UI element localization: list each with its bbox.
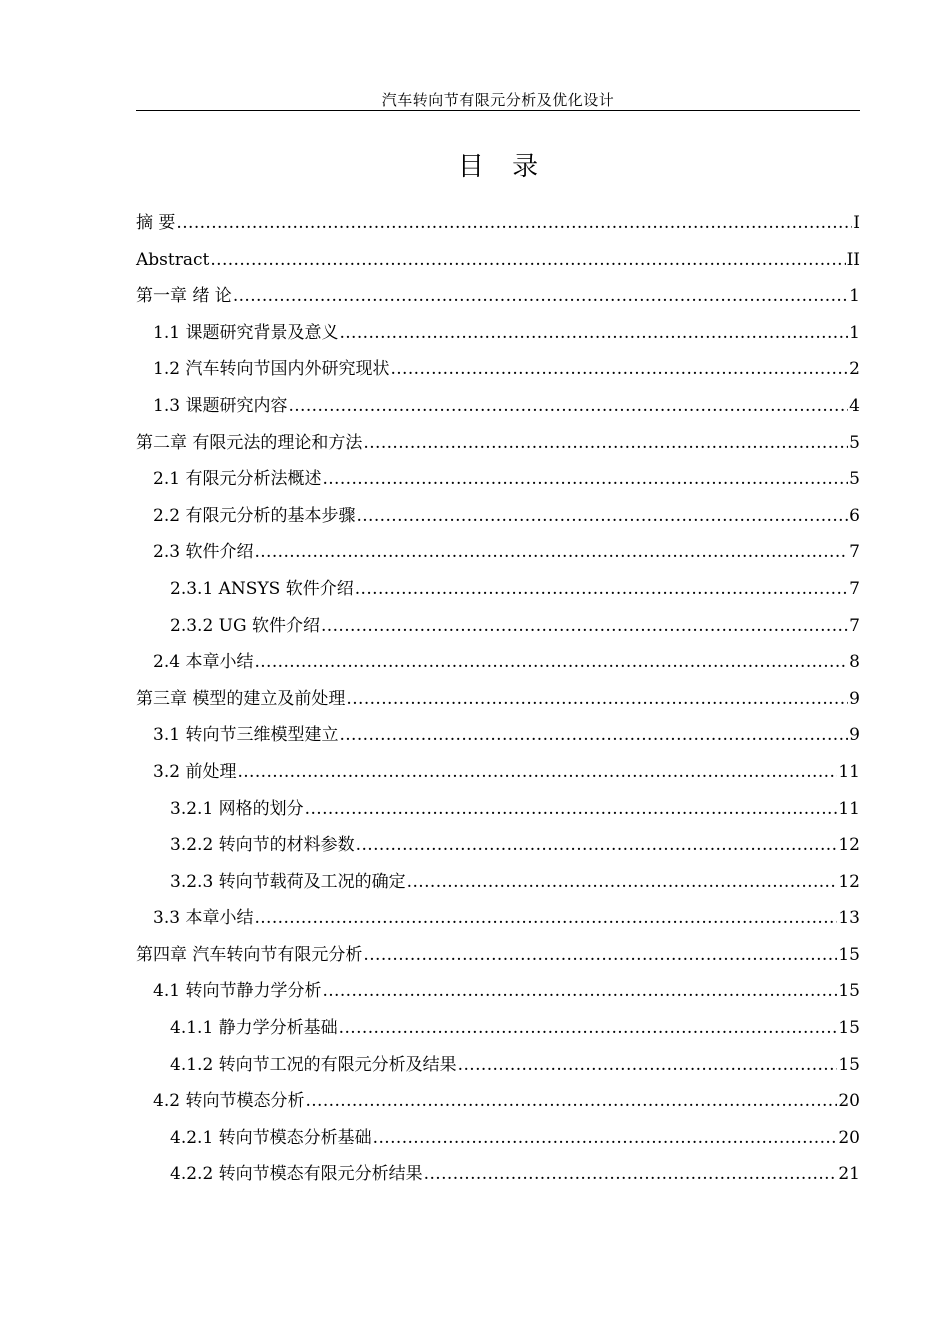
dot-leader bbox=[390, 355, 848, 383]
toc-entry[interactable] bbox=[136, 977, 860, 1014]
toc-entry-label: 3.3 本章小结 bbox=[153, 908, 254, 929]
toc-entry[interactable] bbox=[136, 721, 860, 758]
toc-entry-page-number: 8 bbox=[849, 652, 860, 673]
toc-entry-label: 4.1.2 转向节工况的有限元分析及结果 bbox=[170, 1054, 457, 1075]
toc-entry-page-number: 20 bbox=[838, 1127, 860, 1148]
toc-entry-label: 2.3.2 UG 软件介绍 bbox=[170, 615, 320, 636]
toc-entry[interactable] bbox=[136, 502, 860, 539]
toc-entry-page-number: 20 bbox=[838, 1091, 860, 1112]
toc-entry-label: 4.2.1 转向节模态分析基础 bbox=[170, 1127, 372, 1148]
toc-entry[interactable] bbox=[136, 1124, 860, 1161]
toc-entry-label: 4.2.2 转向节模态有限元分析结果 bbox=[170, 1164, 423, 1185]
toc-entry-page-number: 2 bbox=[849, 359, 860, 380]
dot-leader bbox=[305, 1087, 837, 1115]
toc-entry-label: 1.3 课题研究内容 bbox=[153, 395, 288, 416]
toc-entry-label: 2.2 有限元分析的基本步骤 bbox=[153, 505, 356, 526]
toc-entry-label: 2.3 软件介绍 bbox=[153, 542, 254, 563]
dot-leader bbox=[288, 392, 848, 420]
dot-leader bbox=[210, 246, 845, 274]
dot-leader bbox=[424, 1160, 838, 1188]
dot-leader bbox=[233, 282, 848, 310]
toc-entry-label: 4.2 转向节模态分析 bbox=[153, 1091, 305, 1112]
dot-leader bbox=[407, 868, 838, 896]
toc-entry-page-number: 7 bbox=[849, 578, 860, 599]
toc-entry-label: 2.3.1 ANSYS 软件介绍 bbox=[170, 578, 354, 599]
toc-entry-page-number: I bbox=[853, 213, 860, 233]
dot-leader bbox=[339, 319, 848, 347]
dot-leader bbox=[363, 941, 837, 969]
toc-entry-page-number: 15 bbox=[838, 1018, 860, 1039]
toc-entry-label: 3.2 前处理 bbox=[153, 761, 237, 782]
toc-entry-page-number: 11 bbox=[838, 798, 860, 819]
toc-entry-page-number: 11 bbox=[838, 761, 860, 782]
toc-entry-label: 3.1 转向节三维模型建立 bbox=[153, 725, 339, 746]
toc-entry[interactable] bbox=[136, 1160, 860, 1197]
toc-entry-page-number: 7 bbox=[849, 615, 860, 636]
toc-entry[interactable] bbox=[136, 1014, 860, 1051]
toc-entry-label: 4.1 转向节静力学分析 bbox=[153, 981, 322, 1002]
toc-entry-page-number: 4 bbox=[849, 395, 860, 416]
toc-entry[interactable] bbox=[136, 795, 860, 832]
toc-entry-page-number: 15 bbox=[838, 981, 860, 1002]
dot-leader bbox=[355, 575, 848, 603]
toc-entry-page-number: 9 bbox=[849, 725, 860, 746]
toc-entry-label: 第一章 绪 论 bbox=[136, 286, 232, 307]
toc-entry-page-number: 15 bbox=[838, 944, 860, 965]
toc-entry[interactable] bbox=[136, 612, 860, 649]
toc-entry[interactable] bbox=[136, 429, 860, 466]
dot-leader bbox=[322, 977, 837, 1005]
toc-entry-label: 第三章 模型的建立及前处理 bbox=[136, 688, 346, 709]
dot-leader bbox=[254, 904, 837, 932]
toc-entry-page-number: 13 bbox=[838, 908, 860, 929]
toc-entry[interactable] bbox=[136, 685, 860, 722]
toc-entry-label: Abstract bbox=[136, 249, 210, 270]
toc-entry-page-number: 5 bbox=[849, 469, 860, 490]
toc-entry-page-number: 6 bbox=[849, 505, 860, 526]
toc-entry-page-number: 7 bbox=[849, 542, 860, 563]
toc-entry[interactable] bbox=[136, 831, 860, 868]
dot-leader bbox=[346, 685, 848, 713]
dot-leader bbox=[254, 538, 848, 566]
dot-leader bbox=[321, 612, 848, 640]
toc-entry-label: 1.2 汽车转向节国内外研究现状 bbox=[153, 359, 390, 380]
toc-entry-page-number: 21 bbox=[838, 1164, 860, 1185]
dot-leader bbox=[322, 465, 848, 493]
header-rule bbox=[136, 110, 860, 111]
dot-leader bbox=[254, 648, 848, 676]
toc-entry-label: 第四章 汽车转向节有限元分析 bbox=[136, 944, 363, 965]
dot-leader bbox=[356, 831, 838, 859]
toc-entry-page-number: 1 bbox=[849, 286, 860, 307]
toc-entry[interactable] bbox=[136, 1087, 860, 1124]
dot-leader bbox=[339, 1014, 838, 1042]
toc-entry[interactable] bbox=[136, 209, 860, 246]
toc-entry-label: 1.1 课题研究背景及意义 bbox=[153, 322, 339, 343]
toc-entry[interactable] bbox=[136, 868, 860, 905]
toc-entry-label: 3.2.3 转向节载荷及工况的确定 bbox=[170, 871, 406, 892]
toc-entry[interactable] bbox=[136, 1051, 860, 1088]
toc-entry[interactable] bbox=[136, 758, 860, 795]
dot-leader bbox=[373, 1124, 838, 1152]
toc-entry-page-number: 5 bbox=[849, 432, 860, 453]
running-header: 汽车转向节有限元分析及优化设计 bbox=[381, 91, 615, 109]
toc-entry[interactable] bbox=[136, 246, 860, 283]
toc-list bbox=[136, 209, 860, 1197]
toc-entry[interactable] bbox=[136, 904, 860, 941]
toc-entry-label: 2.1 有限元分析法概述 bbox=[153, 469, 322, 490]
toc-entry-page-number: 9 bbox=[849, 688, 860, 709]
toc-entry-page-number: 1 bbox=[849, 322, 860, 343]
toc-entry[interactable] bbox=[136, 319, 860, 356]
toc-entry-label: 2.4 本章小结 bbox=[153, 652, 254, 673]
toc-entry-page-number: 12 bbox=[838, 835, 860, 856]
toc-entry-label: 3.2.2 转向节的材料参数 bbox=[170, 835, 355, 856]
dot-leader bbox=[356, 502, 848, 530]
dot-leader bbox=[339, 721, 848, 749]
toc-entry-label: 3.2.1 网格的划分 bbox=[170, 798, 304, 819]
toc-entry-label: 第二章 有限元法的理论和方法 bbox=[136, 432, 363, 453]
toc-title: 目 录 bbox=[457, 152, 549, 182]
dot-leader bbox=[458, 1051, 838, 1079]
dot-leader bbox=[305, 795, 838, 823]
toc-entry-page-number: 12 bbox=[838, 871, 860, 892]
dot-leader bbox=[176, 209, 852, 237]
toc-entry[interactable] bbox=[136, 575, 860, 612]
toc-entry-page-number: II bbox=[846, 249, 860, 270]
toc-entry[interactable] bbox=[136, 282, 860, 319]
toc-entry[interactable] bbox=[136, 941, 860, 978]
dot-leader bbox=[363, 429, 848, 457]
toc-entry[interactable] bbox=[136, 355, 860, 392]
toc-entry-page-number: 15 bbox=[838, 1054, 860, 1075]
dot-leader bbox=[237, 758, 837, 786]
toc-entry[interactable] bbox=[136, 465, 860, 502]
toc-entry-label: 摘 要 bbox=[136, 213, 176, 233]
toc-entry[interactable] bbox=[136, 538, 860, 575]
toc-entry-label: 4.1.1 静力学分析基础 bbox=[170, 1018, 338, 1039]
toc-entry[interactable] bbox=[136, 392, 860, 429]
toc-entry[interactable] bbox=[136, 648, 860, 685]
